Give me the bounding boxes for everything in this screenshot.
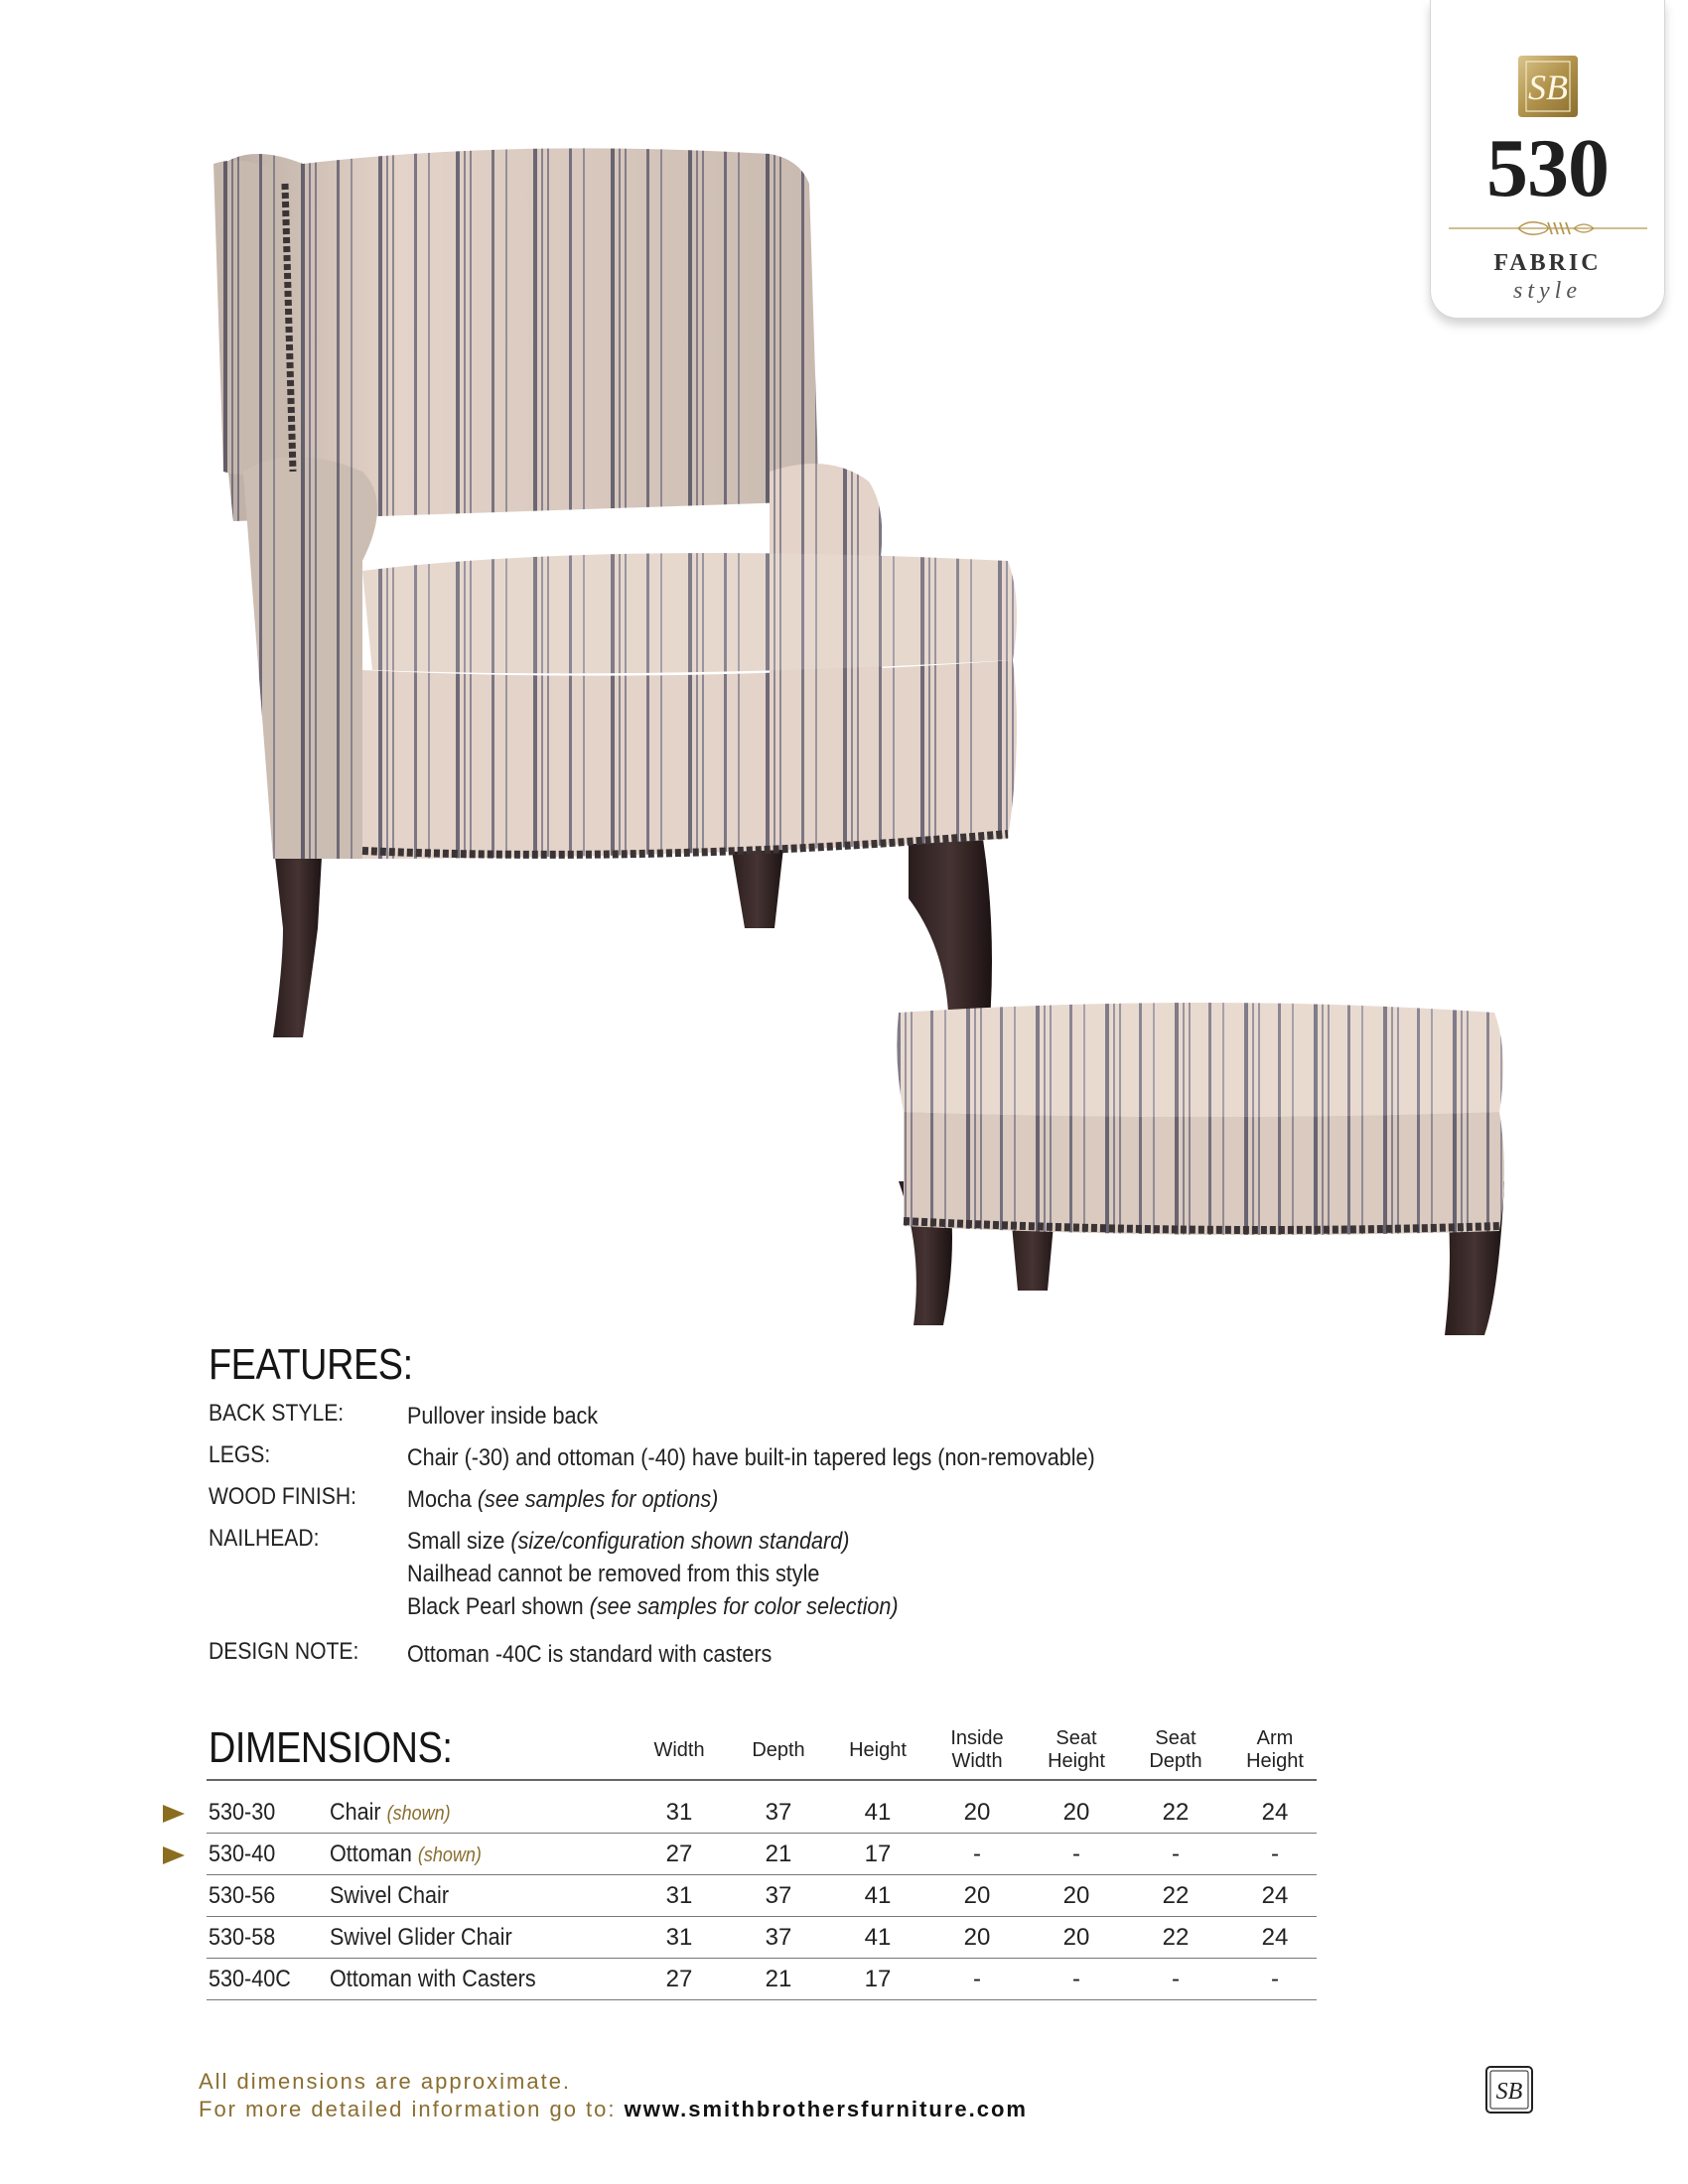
dimension-value: 20: [963, 1882, 991, 1909]
table-rule: [207, 1958, 1317, 1959]
dimension-value: 37: [765, 1799, 792, 1826]
dimension-value: -: [1172, 1966, 1180, 1992]
model-code: 530-58: [209, 1924, 276, 1951]
model-code: 530-56: [209, 1882, 276, 1909]
style-number: 530: [1486, 122, 1609, 214]
dimension-value: 31: [665, 1882, 693, 1909]
feature-label: WOOD FINISH:: [209, 1483, 357, 1510]
dimension-value: 22: [1162, 1924, 1190, 1951]
website-link[interactable]: www.smithbrothersfurniture.com: [624, 2097, 1028, 2121]
model-description: Swivel Glider Chair: [330, 1924, 512, 1951]
model-code: 530-30: [209, 1799, 276, 1826]
dimension-value: 22: [1162, 1882, 1190, 1909]
dimension-value: 37: [765, 1924, 792, 1951]
dimension-value: -: [1172, 1841, 1180, 1867]
shown-arrow-icon: [163, 1846, 185, 1864]
table-rule: [207, 1874, 1317, 1875]
feature-value: Pullover inside back: [407, 1403, 599, 1430]
shown-note: (shown): [386, 1803, 451, 1825]
style-badge: [1430, 0, 1665, 319]
dimension-value: -: [1072, 1841, 1080, 1867]
table-rule: [207, 1779, 1317, 1781]
feature-value: Small size (size/configuration shown standard) Nailhead cannot be removed from this style Black Pearl shown (see samples for color selection): [407, 1528, 899, 1620]
dimension-value: 20: [1062, 1799, 1090, 1826]
dimension-value: -: [1072, 1966, 1080, 1992]
col-header: Seat Depth: [1149, 1727, 1202, 1772]
svg-text:SB: SB: [1495, 2079, 1523, 2105]
fabric-label: FABRIC: [1493, 250, 1602, 276]
dimension-value: 41: [864, 1924, 892, 1951]
col-header: Height: [849, 1739, 907, 1761]
dimension-value: 37: [765, 1882, 792, 1909]
svg-text:SB: SB: [1528, 68, 1568, 107]
footer-info: For more detailed information go to: www.smithbrothersfurniture.com: [199, 2097, 1028, 2121]
features-title: FEATURES:: [209, 1340, 413, 1389]
dimension-value: 31: [665, 1799, 693, 1826]
feature-label: LEGS:: [209, 1441, 271, 1468]
model-code: 530-40C: [209, 1966, 291, 1992]
model-code: 530-40: [209, 1841, 276, 1867]
feature-label: BACK STYLE:: [209, 1400, 345, 1427]
feature-label: NAILHEAD:: [209, 1525, 320, 1552]
dimension-value: 27: [665, 1841, 693, 1867]
dimension-value: 21: [765, 1841, 792, 1867]
sb-monogram-icon: [1514, 52, 1582, 121]
model-description: Chair (shown): [330, 1799, 451, 1826]
shown-arrow-icon: [163, 1805, 185, 1823]
model-description: Swivel Chair: [330, 1882, 450, 1909]
model-description: Ottoman with Casters: [330, 1966, 536, 1992]
dimension-value: 21: [765, 1966, 792, 1992]
col-header: Arm Height: [1246, 1727, 1304, 1772]
model-description: Ottoman (shown): [330, 1841, 482, 1867]
col-header: Seat Height: [1048, 1727, 1105, 1772]
dimension-value: 27: [665, 1966, 693, 1992]
dimension-value: 22: [1162, 1799, 1190, 1826]
shown-note: (shown): [417, 1844, 482, 1866]
dimension-value: -: [1271, 1841, 1279, 1867]
col-header: Depth: [752, 1739, 805, 1761]
footer-disclaimer: All dimensions are approximate.: [199, 2069, 572, 2094]
sb-monogram-small-icon: [1484, 2065, 1534, 2115]
col-header: Inside Width: [950, 1727, 1004, 1772]
table-rule: [207, 1916, 1317, 1917]
feature-value: Chair (-30) and ottoman (-40) have built-in tapered legs (non-removable): [407, 1444, 1095, 1471]
dimension-value: 20: [963, 1799, 991, 1826]
style-label: style: [1513, 278, 1582, 304]
table-rule: [207, 1833, 1317, 1834]
dimension-value: 41: [864, 1882, 892, 1909]
dimension-value: -: [1271, 1966, 1279, 1992]
dimension-value: 20: [1062, 1882, 1090, 1909]
striped-ottoman-image: [889, 993, 1524, 1415]
feature-value: Mocha (see samples for options): [407, 1486, 719, 1513]
dimension-value: -: [973, 1841, 981, 1867]
dimension-value: 20: [1062, 1924, 1090, 1951]
striped-wingback-chair-image: [213, 144, 1028, 1057]
table-rule: [207, 1999, 1317, 2000]
dimension-value: -: [973, 1966, 981, 1992]
dimension-value: 24: [1261, 1924, 1289, 1951]
dimension-value: 24: [1261, 1882, 1289, 1909]
feature-label: DESIGN NOTE:: [209, 1638, 359, 1665]
feature-value: Ottoman -40C is standard with casters: [407, 1641, 773, 1668]
dimension-value: 17: [864, 1966, 892, 1992]
dimensions-title: DIMENSIONS:: [209, 1723, 453, 1772]
dimension-value: 20: [963, 1924, 991, 1951]
dimension-value: 24: [1261, 1799, 1289, 1826]
col-header: Width: [653, 1739, 705, 1761]
flourish-divider-icon: [1449, 216, 1647, 240]
dimension-value: 41: [864, 1799, 892, 1826]
dimension-value: 17: [864, 1841, 892, 1867]
dimension-value: 31: [665, 1924, 693, 1951]
